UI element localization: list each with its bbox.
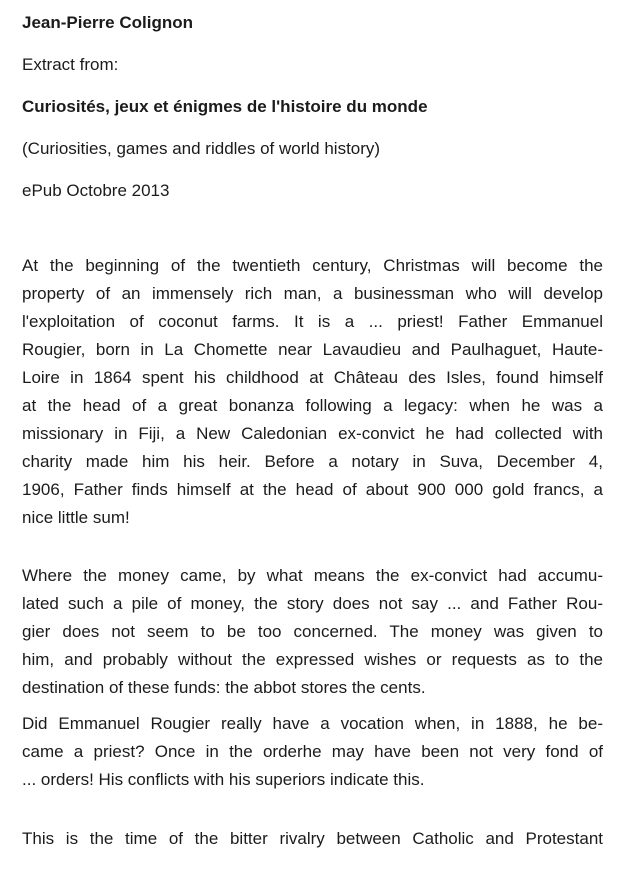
book-title-french: Curiosités, jeux et énigmes de l'histoire du monde	[22, 97, 428, 116]
text-line: nice little sum!	[22, 508, 130, 527]
paragraph-1	[22, 252, 603, 532]
text-line: ... orders! His conflicts with his superiors indicate this.	[22, 770, 425, 789]
paragraph-4	[22, 825, 603, 853]
text-line: l'exploitation of coconut farms. It is a ... priest! Father Emmanuel	[22, 312, 603, 331]
document-page	[22, 9, 603, 853]
paragraph-2	[22, 562, 603, 702]
author-name: Jean-Pierre Colignon	[22, 13, 193, 32]
edition-info: ePub Octobre 2013	[22, 181, 170, 200]
extract-label: Extract from:	[22, 55, 119, 74]
text-line: missionary in Fiji, a New Caledonian ex-convict he had collected with	[22, 424, 603, 443]
text-line: property of an immensely rich man, a businessman who will develop	[22, 284, 603, 303]
text-line: This is the time of the bitter rivalry between Catholic and Protestant	[22, 829, 603, 848]
text-line: gier does not seem to be too concerned. The money was given to	[22, 622, 603, 641]
text-line: destination of these funds: the abbot stores the cents.	[22, 678, 426, 697]
text-line: At the beginning of the twentieth century, Christmas will become the	[22, 256, 603, 275]
text-line: Rougier, born in La Chomette near Lavaudieu and Paulhaguet, Haute-	[22, 340, 603, 359]
paragraph-3	[22, 710, 603, 794]
text-line: him, and probably without the expressed wishes or requests as to the	[22, 650, 603, 669]
paragraphs	[22, 252, 603, 853]
text-line: came a priest? Once in the orderhe may have been not very fond of	[22, 742, 603, 761]
text-line: Did Emmanuel Rougier really have a vocation when, in 1888, he be-	[22, 714, 603, 733]
document-header	[22, 9, 603, 205]
text-line: at the head of a great bonanza following a legacy: when he was a	[22, 396, 603, 415]
text-line: Where the money came, by what means the ex-convict had accumu-	[22, 566, 603, 585]
text-line: charity made him his heir. Before a notary in Suva, December 4,	[22, 452, 603, 471]
text-line: 1906, Father finds himself at the head of about 900 000 gold francs, a	[22, 480, 603, 499]
book-title-english: (Curiosities, games and riddles of world history)	[22, 139, 381, 158]
text-line: lated such a pile of money, the story does not say ... and Father Rou-	[22, 594, 603, 613]
text-line: Loire in 1864 spent his childhood at Château des Isles, found himself	[22, 368, 603, 387]
